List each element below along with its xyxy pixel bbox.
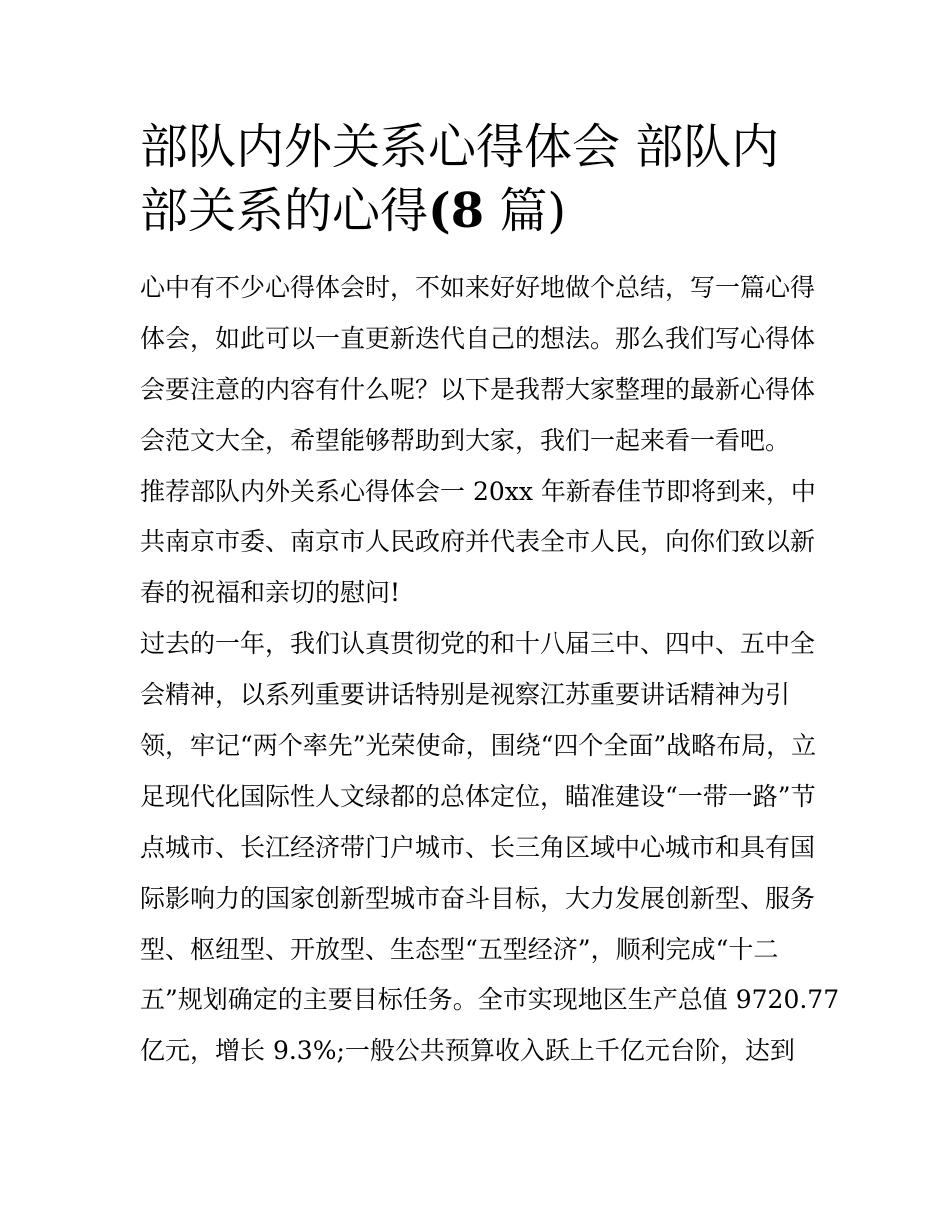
body-line-7: 春的祝福和亲切的慰问!	[140, 578, 401, 608]
document-content	[140, 115, 840, 1077]
body-line-5: 推荐部队内外关系心得体会一 20xx 年新春佳节即将到来，中	[140, 476, 816, 506]
body-line-6: 共南京市委、南京市人民政府并代表全市人民，向你们致以新	[140, 527, 816, 557]
body-line-12: 点城市、长江经济带门户城市、长三角区域中心城市和具有国	[140, 832, 816, 862]
body-line-4: 会范文大全，希望能够帮助到大家，我们一起来看一看吧。	[140, 425, 791, 455]
body-line-16: 亿元，增长 9.3%;一般公共预算收入跃上千亿元台阶，达到	[140, 1036, 795, 1066]
title-count: (8	[428, 183, 485, 239]
body-line-1: 心中有不少心得体会时，不如来好好地做个总结，写一篇心得	[140, 273, 816, 302]
body-line-9: 会精神，以系列重要讲话特别是视察江苏重要讲话精神为引	[140, 680, 791, 710]
body-line-3: 会要注意的内容有什么呢？以下是我帮大家整理的最新心得体	[140, 374, 816, 404]
body-line-14: 型、枢纽型、开放型、生态型“五型经济”，顺利完成“十二	[140, 934, 779, 964]
document-body	[140, 263, 840, 1077]
document-title	[140, 115, 820, 243]
body-line-13: 际影响力的国家创新型城市奋斗目标，大力发展创新型、服务	[140, 883, 816, 913]
title-line-2-text: 部关系的心得	[140, 183, 429, 239]
title-suffix: 篇)	[499, 183, 567, 239]
body-line-11: 足现代化国际性人文绿都的总体定位，瞄准建设“一带一路”节	[140, 781, 816, 811]
body-line-15: 五”规划确定的主要目标任务。全市实现地区生产总值 9720.77	[140, 985, 840, 1015]
title-line-2	[140, 179, 820, 243]
body-line-8: 过去的一年，我们认真贯彻党的和十八届三中、四中、五中全	[140, 629, 816, 659]
body-line-2: 体会，如此可以一直更新迭代自己的想法。那么我们写心得体	[140, 323, 816, 353]
title-line-1: 部队内外关系心得体会 部队内	[140, 119, 780, 175]
body-line-10: 领，牢记“两个率先”光荣使命，围绕“四个全面”战略布局，立	[140, 731, 817, 761]
